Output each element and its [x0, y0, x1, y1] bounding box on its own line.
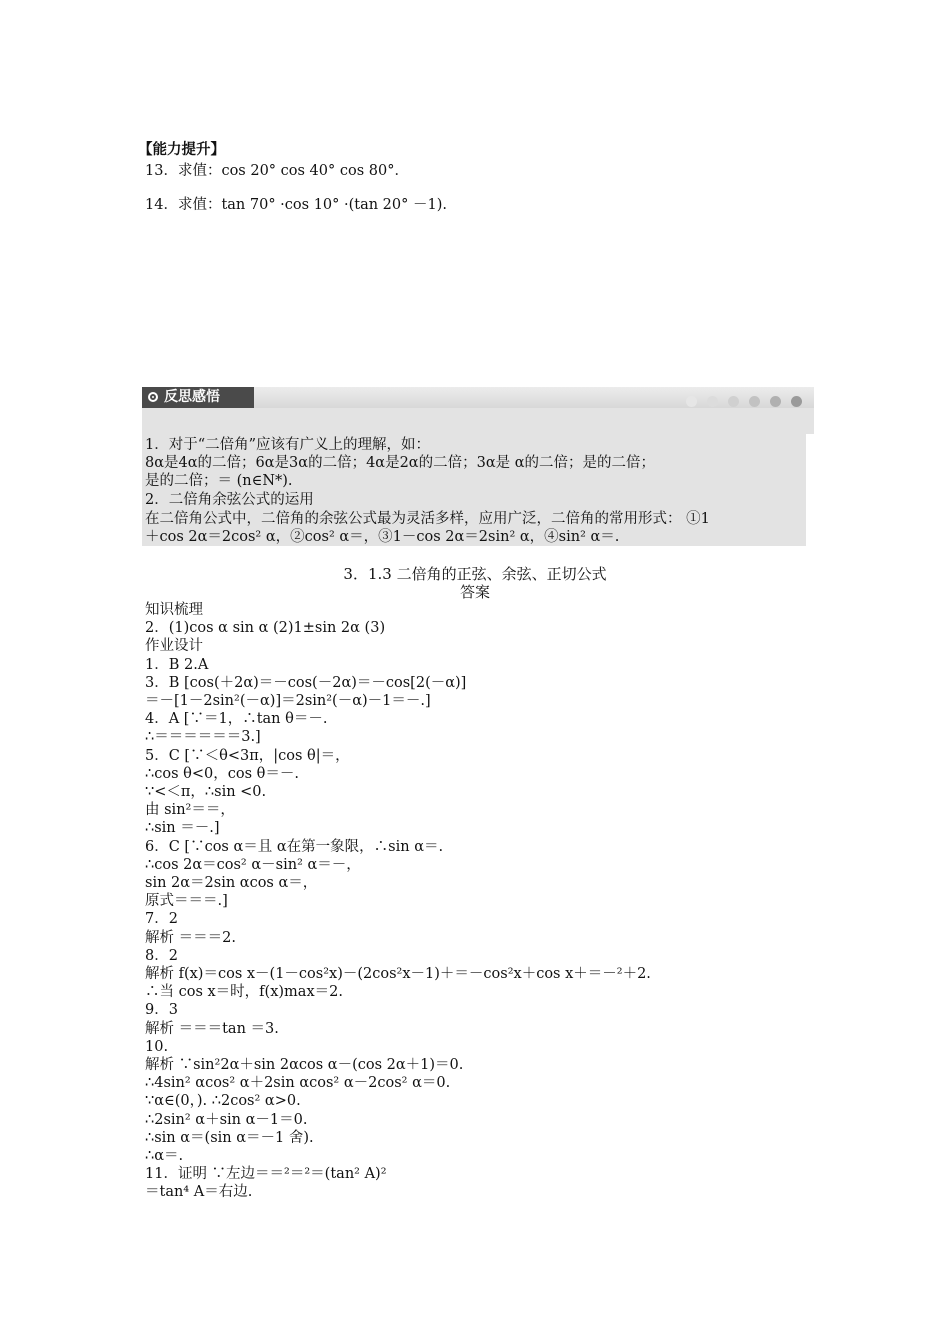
answer-line: 10. [145, 1039, 169, 1055]
answer-line: ＝－[1－2sin²(－α)]＝2sin²(－α)－1＝－.] [145, 693, 431, 709]
dot-icon [686, 396, 697, 407]
reflection-line-5: 在二倍角公式中，二倍角的余弦公式最为灵活多样，应用广泛，二倍角的常用形式： ①1 [145, 511, 710, 527]
answer-line: ∵<＜π，∴sin <0. [145, 784, 267, 800]
answer-line: 9．3 [145, 1002, 178, 1018]
answer-line: 原式＝＝＝.] [145, 893, 228, 909]
answer-line: ＝tan⁴ A＝右边. [145, 1184, 253, 1200]
reflection-line-1: 1．对于“二倍角”应该有广义上的理解，如： [145, 437, 431, 453]
answer-line: ∴α＝. [145, 1148, 184, 1164]
answer-line: 8．2 [145, 948, 178, 964]
reflection-label: 反思感悟 [164, 389, 220, 405]
answer-line: ∴4sin² αcos² α＋2sin αcos² α－2cos² α＝0. [145, 1075, 451, 1091]
dot-icon [770, 396, 781, 407]
answer-line: ∴当 cos x＝时，f(x)max＝2. [145, 984, 343, 1000]
reflection-line-2: 8α是4α的二倍；6α是3α的二倍；4α是2α的二倍；3α是 α的二倍；是的二倍； [145, 455, 656, 471]
reflection-banner [142, 387, 814, 408]
answer-line: 11．证明 ∵左边＝＝²＝²＝(tan² A)² [145, 1166, 387, 1182]
problem-13: 13．求值：cos 20° cos 40° cos 80°． [145, 163, 409, 179]
dot-icon [707, 396, 718, 407]
reflection-box-tab [806, 408, 814, 434]
answer-line: 1．B 2.A [145, 657, 209, 673]
answer-line: 由 sin²＝＝， [145, 802, 235, 818]
answer-subtitle: 答案 [459, 583, 490, 601]
dot-icon [791, 396, 802, 407]
reflection-line-6: ＋cos 2α＝2cos² α，②cos² α＝，③1－cos 2α＝2sin² α，④sin² α＝. [145, 529, 620, 545]
decorative-dots [676, 392, 802, 403]
answer-line: ∵α∈(0，). ∴2cos² α>0. [145, 1093, 301, 1109]
answer-line: 解析 ∵sin²2α＋sin 2αcos α－(cos 2α＋1)＝0. [145, 1057, 464, 1073]
reflection-line-3: 是的二倍；＝ (n∈N*). [145, 473, 293, 489]
answer-line: ∴cos 2α＝cos² α－sin² α＝－， [145, 857, 361, 873]
answer-line: 4．A [∵＝1，∴tan θ＝－. [145, 711, 328, 727]
answer-line: 解析 ＝＝＝tan ＝3. [145, 1021, 279, 1037]
answer-line: 作业设计 [145, 638, 203, 654]
answer-line: 知识梳理 [145, 602, 203, 618]
answer-line: ∴cos θ<0，cos θ＝－. [145, 766, 299, 782]
answer-line: 解析 ＝＝＝2. [145, 930, 236, 946]
answer-line: ∴sin ＝－.] [145, 820, 220, 836]
answer-line: 6．C [∵cos α＝且 α在第一象限，∴sin α＝. [145, 839, 444, 855]
answer-line: 2．(1)cos α sin α (2)1±sin 2α (3) [145, 620, 386, 636]
target-ring-icon [148, 392, 158, 402]
answer-line: ∴＝＝＝＝＝＝3.] [145, 729, 261, 745]
answer-line: 3．B [cos(＋2α)＝－cos(－2α)＝－cos[2(－α)] [145, 675, 467, 691]
answer-line: 解析 f(x)＝cos x－(1－cos²x)－(2cos²x－1)＋＝－cos²x＋cos x＋＝－²＋2. [145, 966, 651, 982]
answer-line: ∴2sin² α＋sin α－1＝0. [145, 1112, 308, 1128]
dot-icon [728, 396, 739, 407]
answer-title: 3．1.3 二倍角的正弦、余弦、正切公式 [343, 565, 607, 583]
section-title: 【能力提升】 [138, 141, 225, 158]
answer-line: ∴sin α＝(sin α＝－1 舍). [145, 1130, 314, 1146]
reflection-label-box [142, 387, 254, 408]
dot-icon [749, 396, 760, 407]
answer-line: sin 2α＝2sin αcos α＝， [145, 875, 318, 891]
answer-line: 5．C [∵＜θ<3π，|cos θ|＝， [145, 748, 350, 764]
reflection-line-4: 2．二倍角余弦公式的运用 [145, 492, 314, 508]
answer-line: 7．2 [145, 911, 178, 927]
problem-14: 14．求值：tan 70° ·cos 10° ·(tan 20° －1). [145, 197, 447, 213]
